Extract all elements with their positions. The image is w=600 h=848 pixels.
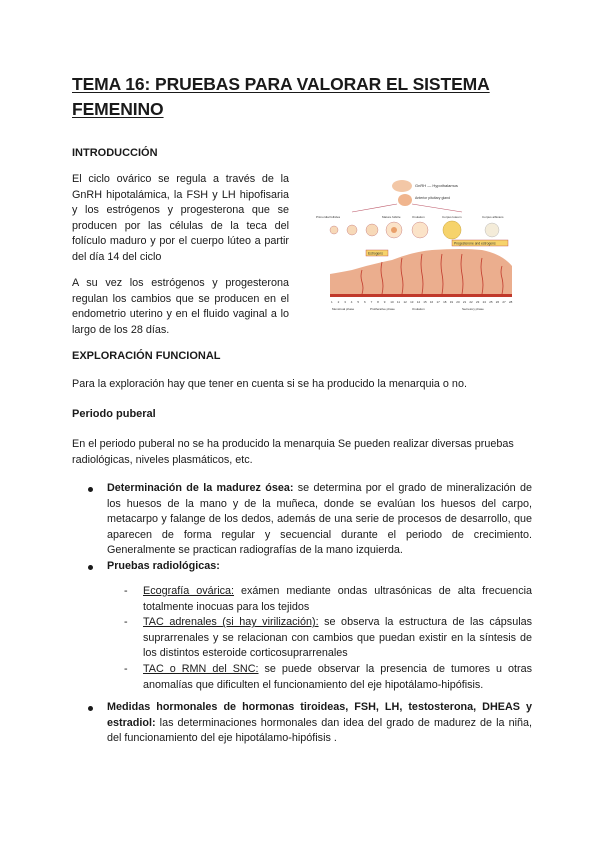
day-tick-label: 23 — [476, 300, 480, 304]
day-tick-label: 2 — [337, 300, 340, 304]
hypothalamus-shape — [392, 180, 412, 192]
cycle-diagram — [312, 178, 530, 314]
phase-label-3: Ovulation — [412, 307, 425, 311]
day-tick-label: 7 — [370, 300, 373, 304]
bullet-madurez-title: Determinación de la madurez ósea: — [107, 482, 294, 494]
sub-item-tac-adrenales: - TAC adrenales (si hay virilización): se observa la estructura de las cápsulas suprarrenales y se relacionan con cambios que puedan existir en la síntesis de los distintos esteroide corticosuprarrenales — [124, 616, 533, 660]
arrow-fsh — [352, 204, 397, 212]
follicle-label-6: Corpus luteum — [442, 215, 462, 219]
day-tick-label: 5 — [357, 300, 360, 304]
bullet-list — [88, 481, 532, 575]
day-tick-label: 22 — [469, 300, 473, 304]
sub-item-tac-text: se observa la estructura de las cápsulas suprarrenales y se relacionan con cambios que puedan existir en la síntesis de los distintos esteroide corticosuprarrenales — [143, 616, 533, 660]
intro-paragraph-2: A su vez los estrógenos y progesterona regulan los cambios que se producen en el endometrio uterino y en el fluido vaginal a lo largo de los 28 días. — [72, 277, 289, 336]
heading-periodo-puberal: Periodo puberal — [72, 408, 156, 420]
hypothalamus-label: GnRH — Hypothalamus — [415, 183, 458, 188]
follicle-label-4: Mature follicle — [382, 215, 401, 219]
day-tick-label: 8 — [377, 300, 379, 304]
bullet-pruebas-title: Pruebas radiológicas: — [107, 559, 220, 572]
day-tick-label: 19 — [449, 300, 454, 304]
follicle-label-1: Primordial follicles — [316, 215, 341, 219]
sub-item-tac-rmn: - TAC o RMN del SNC: se puede observar la presencia de tumores u otras anomalías que dificulten el funcionamiento del eje hipotálamo-hipófisis. — [124, 662, 532, 691]
bullet-madurez-osea — [88, 481, 532, 559]
follicle-label-7: Corpus albicans — [482, 215, 504, 219]
bullet-dot — [88, 565, 93, 570]
sub-item-rmn-title: TAC o RMN del SNC: — [143, 662, 259, 675]
phase-label-2: Proliferative phase — [370, 307, 395, 311]
puberal-paragraph: En el periodo puberal no se ha producido la menarquia Se pueden realizar diversas pruebas radiológicas, niveles plasmáticos, etc. — [72, 438, 514, 466]
sub-item-tac-title: TAC adrenales (si hay virilización): — [143, 616, 319, 629]
sub-item-rmn-text: se puede observar la presencia de tumores u otras anomalías que dificulten el funcionamiento del eje hipotálamo-hipófisis. — [143, 662, 532, 691]
day-tick-label: 3 — [344, 300, 346, 304]
arrow-lh — [412, 204, 462, 212]
day-tick-label: 24 — [482, 300, 486, 304]
day-tick-label: 13 — [410, 300, 414, 304]
day-tick-label: 16 — [429, 300, 434, 304]
pituitary-label: Anterior pituitary gland — [415, 196, 451, 200]
sub-item-ecografia: - Ecografía ovárica: exámen mediante ondas ultrasónicas de alta frecuencia totalmente inocuas para los tejidos — [124, 585, 532, 613]
day-tick-label: 20 — [456, 300, 460, 304]
day-tick-label: 27 — [502, 300, 506, 304]
bullet-medidas-title: Medidas hormonales de hormonas tiroideas, FSH, LH, testosterona, DHEAS y estradiol: — [107, 701, 532, 729]
ovarian-cycle-figure — [312, 178, 530, 314]
day-tick-label: 25 — [489, 300, 493, 304]
day-tick-label: 17 — [436, 300, 440, 304]
day-tick-label: 28 — [509, 300, 513, 304]
sub-list — [124, 584, 532, 693]
bullet-pruebas-radiologicas — [88, 559, 532, 575]
day-tick-label: 11 — [396, 300, 401, 304]
heading-introduccion: INTRODUCCIÓN — [72, 147, 158, 159]
bullet-medidas-text: las determinaciones hormonales dan idea del grado de madurez de la niña, del funcionamiento del eje hipotálamo-hipófisis . — [107, 716, 532, 745]
bullet-dot — [88, 487, 93, 492]
endometrium-shape — [330, 249, 512, 296]
day-tick-label: 9 — [383, 300, 386, 304]
page-title: TEMA 16: PRUEBAS PARA VALORAR EL SISTEMA FEMENINO — [72, 74, 490, 119]
day-tick-label: 26 — [495, 300, 500, 304]
day-tick-label: 21 — [462, 300, 467, 304]
basal-layer — [330, 294, 512, 297]
bullet-dot — [88, 706, 93, 711]
day-tick-label: 6 — [364, 300, 366, 304]
sub-item-ecografia-text: exámen mediante ondas ultrasónicas de alta frecuencia totalmente inocuas para los tejidos — [143, 585, 532, 613]
estrogen-label: Estrogens — [368, 251, 383, 256]
heading-exploracion: EXPLORACIÓN FUNCIONAL — [72, 350, 221, 362]
pituitary-shape — [398, 194, 412, 206]
phase-label-4: Secretory phase — [462, 307, 484, 311]
day-tick-label: 15 — [423, 300, 427, 304]
day-axis — [331, 300, 513, 304]
day-tick-label: 4 — [350, 300, 353, 304]
intro-paragraph-1: El ciclo ovárico se regula a través de la GnRH hipotalámica, la FSH y LH hipofisaria y los estrógenos y progesterona que se producen por las células de la teca del folículo maduro y por el cuerpo lúteo a partir del día 14 del ciclo — [72, 173, 289, 263]
sub-item-ecografia-title: Ecografía ovárica: — [143, 585, 235, 597]
day-tick-label: 12 — [403, 300, 407, 304]
phase-label-1: Menstrual phase — [332, 307, 355, 311]
day-tick-label: 18 — [443, 300, 447, 304]
bullet-madurez-text: se determina por el grado de mineralización de los huesos de la mano y de la muñeca, donde se evalúan los huesos del carpo, metacarpo y falange de los dedos, además de una serie de procesos de desarrollo, que aparecen de forma regular y secuencial durante el periodo de crecimiento. Generalmente se practican radiografías de la mano izquierda. — [107, 482, 532, 557]
follicle-row — [330, 221, 499, 239]
day-tick-label: 1 — [331, 300, 333, 304]
progesterone-label: Progesterone and estrogens — [454, 241, 496, 246]
day-tick-label: 10 — [390, 300, 394, 304]
exploracion-paragraph: Para la exploración hay que tener en cuenta si se ha producido la menarquia o no. — [72, 378, 467, 390]
day-tick-label: 14 — [416, 300, 421, 304]
follicle-label-5: Ovulation — [412, 215, 425, 219]
bullet-medidas-hormonales — [88, 700, 532, 747]
